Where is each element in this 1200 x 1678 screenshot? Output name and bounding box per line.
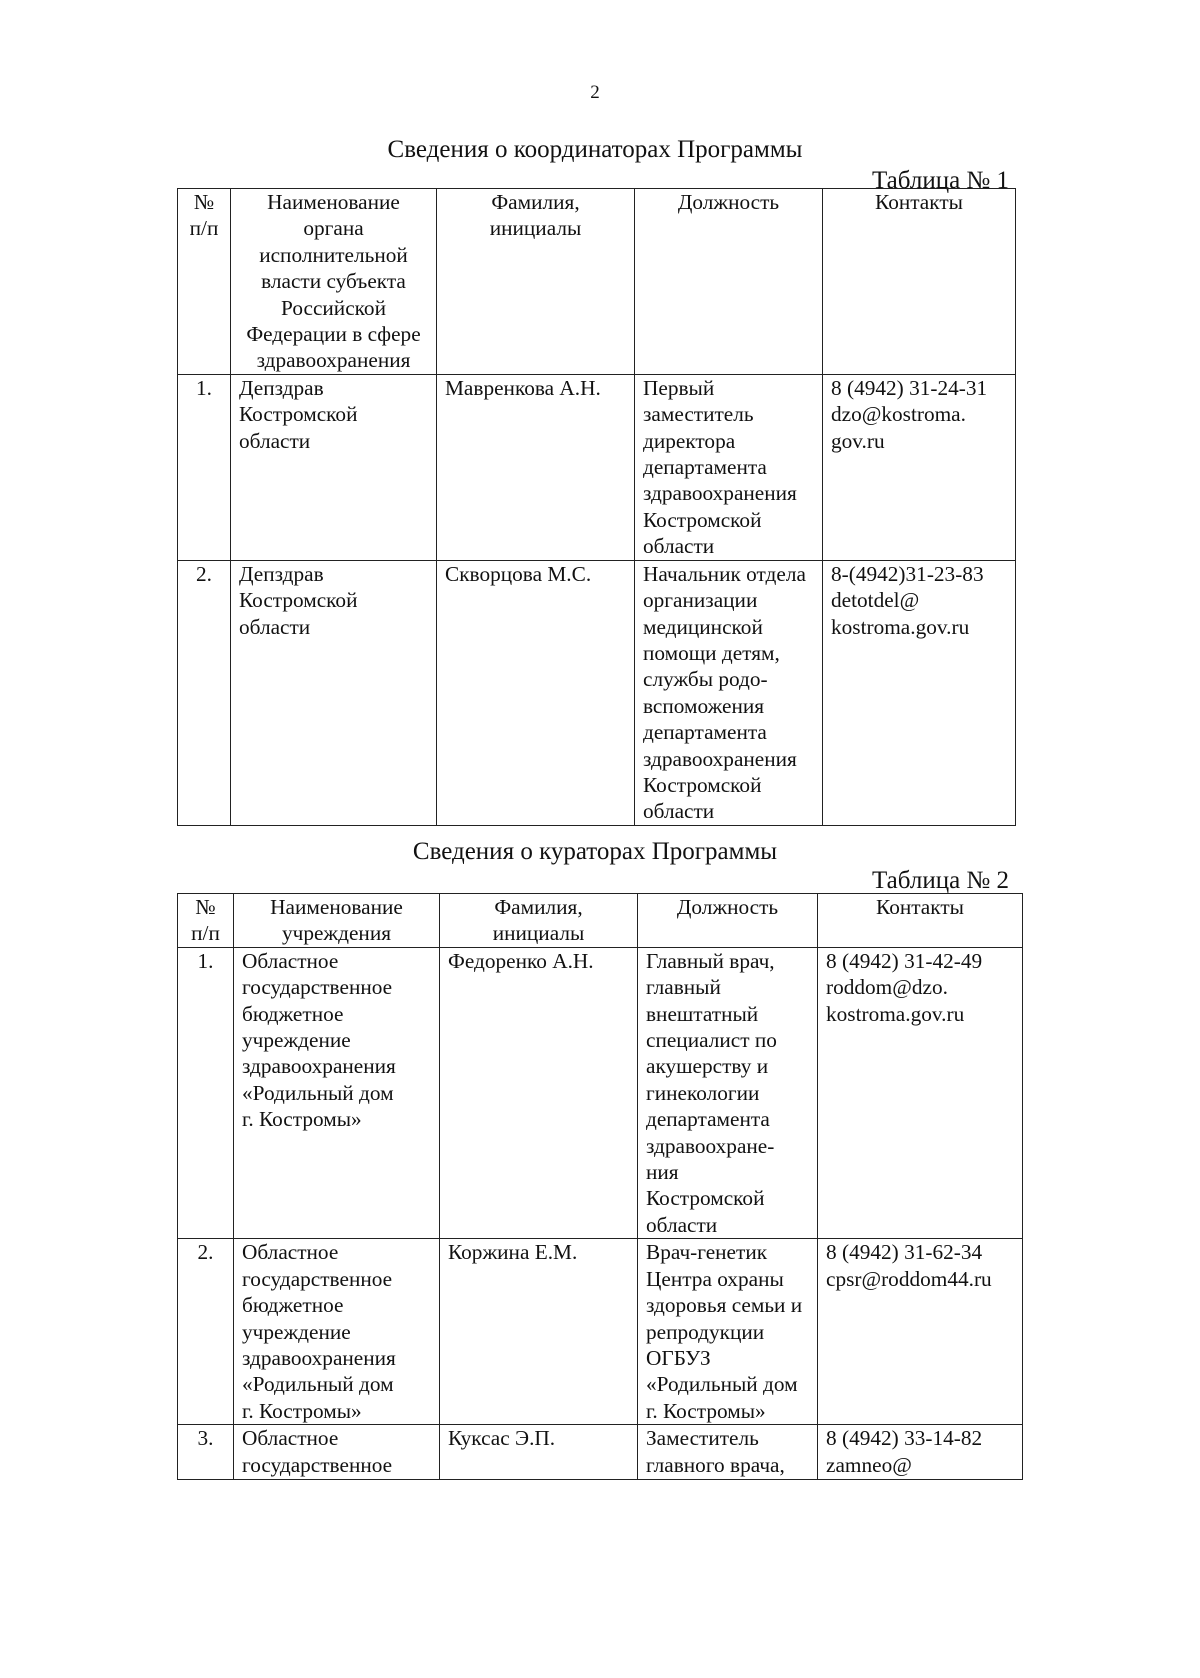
table-row xyxy=(178,374,1016,560)
table1-header-position: Должность xyxy=(635,189,823,375)
name-cell: Куксас Э.П. xyxy=(440,1425,638,1480)
position-cell: Первый заместитель директора департамента здравоохранения Костромской области xyxy=(635,374,823,560)
contacts-cell: 8 (4942) 31-24-31 dzo@kostroma. gov.ru xyxy=(823,374,1016,560)
table-row xyxy=(178,1425,1023,1480)
table2-header-name: Фамилия, инициалы xyxy=(440,894,638,948)
row-number: 1. xyxy=(178,947,234,1238)
organ-cell: Депздрав Костромской области xyxy=(231,374,437,560)
table2-heading: Сведения о кураторах Программы xyxy=(412,838,778,865)
row-number: 2. xyxy=(178,1239,234,1425)
row-number: 3. xyxy=(178,1425,234,1480)
row-number: 1. xyxy=(178,374,231,560)
contacts-cell: 8 (4942) 33-14-82 zamneo@ xyxy=(818,1425,1023,1480)
page-number: 2 xyxy=(590,82,600,103)
curators-table xyxy=(177,893,1023,1480)
name-cell: Федоренко А.Н. xyxy=(440,947,638,1238)
table1-header-num: № п/п xyxy=(178,189,231,375)
position-cell: Начальник отдела организации медицинской помощи детям, службы родо- вспоможения департамента здравоохранения Костромской области xyxy=(635,560,823,825)
position-cell: Главный врач, главный внештатный специалист по акушерству и гинекологии департамента здравоохране- ния Костромской области xyxy=(638,947,818,1238)
table1-header-name: Фамилия, инициалы xyxy=(437,189,635,375)
table-row xyxy=(178,560,1016,825)
table2-header-position: Должность xyxy=(638,894,818,948)
table2-header-row xyxy=(178,894,1023,948)
name-cell: Мавренкова А.Н. xyxy=(437,374,635,560)
table2-header-organ: Наименование учреждения xyxy=(234,894,440,948)
position-cell: Врач-генетик Центра охраны здоровья семьи и репродукции ОГБУЗ «Родильный дом г. Костромы» xyxy=(638,1239,818,1425)
name-cell: Коржина Е.М. xyxy=(440,1239,638,1425)
contacts-cell: 8 (4942) 31-62-34 cpsr@roddom44.ru xyxy=(818,1239,1023,1425)
table2-label: Таблица № 2 xyxy=(872,867,1010,894)
contacts-cell: 8-(4942)31-23-83 detotdel@ kostroma.gov.ru xyxy=(823,560,1016,825)
table2-header-num: № п/п xyxy=(178,894,234,948)
organ-cell: Областное государственное бюджетное учреждение здравоохранения «Родильный дом г. Костромы» xyxy=(234,1239,440,1425)
contacts-cell: 8 (4942) 31-42-49 roddom@dzo. kostroma.gov.ru xyxy=(818,947,1023,1238)
table1-header-contacts: Контакты xyxy=(823,189,1016,375)
organ-cell: Областное государственное бюджетное учреждение здравоохранения «Родильный дом г. Костромы» xyxy=(234,947,440,1238)
organ-cell: Областное государственное xyxy=(234,1425,440,1480)
row-number: 2. xyxy=(178,560,231,825)
table-row xyxy=(178,1239,1023,1425)
coordinators-table xyxy=(177,188,1016,826)
table2-header-contacts: Контакты xyxy=(818,894,1023,948)
table1-label: Таблица № 1 xyxy=(872,167,1010,194)
table1-header-organ: Наименование органа исполнительной власти субъекта Российской Федерации в сфере здравоохранения xyxy=(231,189,437,375)
table1-header-row xyxy=(178,189,1016,375)
table1-heading: Сведения о координаторах Программы xyxy=(387,136,803,163)
name-cell: Скворцова М.С. xyxy=(437,560,635,825)
organ-cell: Депздрав Костромской области xyxy=(231,560,437,825)
position-cell: Заместитель главного врача, xyxy=(638,1425,818,1480)
table-row xyxy=(178,947,1023,1238)
